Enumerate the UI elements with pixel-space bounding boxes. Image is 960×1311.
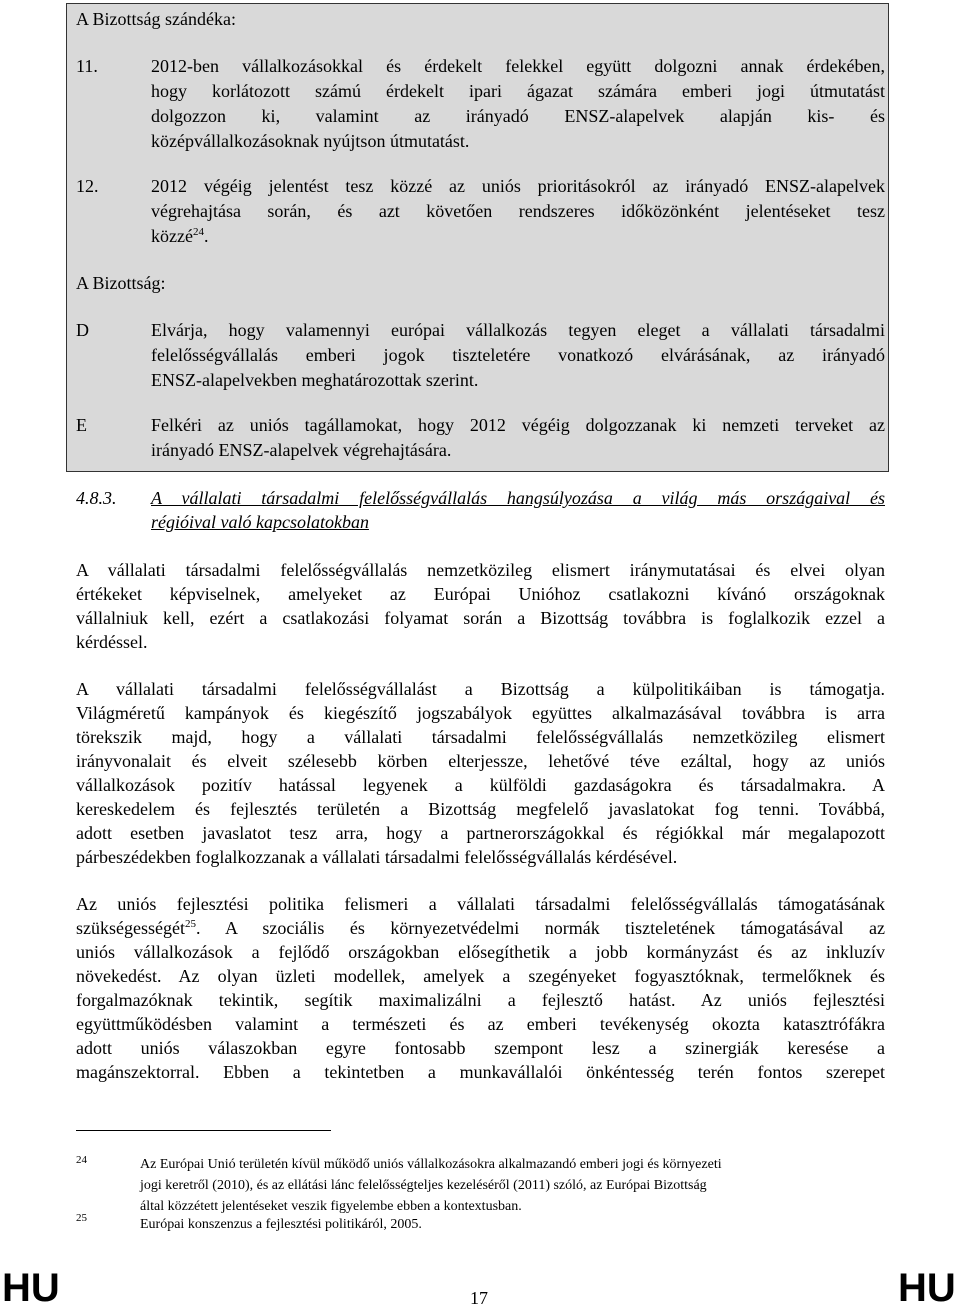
item-11-line: középvállalkozásoknak nyújtson útmutatást. <box>151 131 470 151</box>
item-12-line: 2012 végéig jelentést tesz közzé az uniós prioritásokról az irányadó ENSZ-alapelvek <box>151 176 885 196</box>
footnote-ref-24[interactable]: 24 <box>192 226 204 238</box>
item-d-line: Elvárja, hogy valamennyi európai vállalkozás tegyen eleget a vállalati társadalmi <box>151 320 885 340</box>
footnote-25-line: Európai konszenzus a fejlesztési politikáról, 2005. <box>140 1217 422 1232</box>
paragraph-3-line: magánszektorral. Ebben a tekintetben a munkavállalói önkéntesség terén fontos szerepet <box>76 1062 885 1082</box>
footnote-25-number: 25 <box>76 1212 87 1224</box>
footer-language-left: HU <box>2 1266 60 1310</box>
item-12-line: végrehajtása során, és azt követően rendszeres időközönként jelentéseket tesz <box>151 201 885 221</box>
item-12-line: közzé$^{24}$. <box>151 226 209 246</box>
paragraph-1-line: kérdéssel. <box>76 632 148 652</box>
item-d-line: felelősségvállalás emberi jogok tiszteletére vonatkozó elvárásának, az irányadó <box>151 345 885 365</box>
footnote-24-line: által közzétett jelentéseket veszik figyelembe ebben a kontextusban. <box>140 1199 522 1214</box>
footnote-24-line: jogi keretről (2010), és az ellátási lánc felelősségteljes kezeléséről (2011) szóló, az Európai Bizottság <box>140 1178 707 1193</box>
section-title-line: régióival való kapcsolatokban <box>151 512 369 532</box>
item-e-label: E <box>76 415 87 435</box>
paragraph-2-line: kereskedelem és fejlesztés területén a Bizottság megfelelő javaslatokat fog tenni. Továbbá, <box>76 799 885 819</box>
item-11-line: hogy korlátozott számú érdekelt ipari ágazat számára emberi jogi útmutatást <box>151 81 885 101</box>
paragraph-3-line: adott uniós válaszokban egyre fontosabb szempont lesz a szinergiák keresése a <box>76 1038 885 1058</box>
paragraph-3-line: együttműködésben valamint a természeti és az emberi tevékenység okozta katasztrófákra <box>76 1014 885 1034</box>
paragraph-3-line: uniós vállalkozások a fejlődő országokban elősegíthetik a jobb kormányzást és az inkluzív <box>76 942 885 962</box>
paragraph-2-line: Világméretű kampányok és kiegészítő jogszabályok együttes alkalmazásával továbbra is arra <box>76 703 885 723</box>
item-12-number: 12. <box>76 176 99 196</box>
item-d-label: D <box>76 320 89 340</box>
paragraph-1-line: értékeket képviselnek, amelyeket az Európai Unióhoz csatlakozni kívánó országoknak <box>76 584 885 604</box>
section-number: 4.8.3. <box>76 488 117 508</box>
paragraph-2-line: párbeszédekben foglalkozzanak a vállalati társadalmi felelősségvállalás kérdésével. <box>76 847 678 867</box>
item-e-line: Felkéri az uniós tagállamokat, hogy 2012 végéig dolgozzanak ki nemzeti terveket az <box>151 415 885 435</box>
paragraph-3-line: szükségességét $^{25}$ . A szociális és környezetvédelmi normák tiszteletének támogatásával az <box>76 917 885 939</box>
item-d-line: ENSZ-alapelvekben meghatározottak szerint. <box>151 370 479 390</box>
heading-intentions: A Bizottság szándéka: <box>76 9 236 29</box>
footnote-separator <box>76 1130 331 1131</box>
item-11-number: 11. <box>76 56 98 76</box>
section-title-line: A vállalati társadalmi felelősségvállalás hangsúlyozása a világ más országaival és <box>151 488 885 508</box>
item-11-line: 2012-ben vállalkozásokkal és érdekelt felekkel együtt dolgozni annak érdekében, <box>151 56 885 76</box>
footnote-24-number: 24 <box>76 1154 87 1166</box>
heading-commission: A Bizottság: <box>76 273 166 293</box>
paragraph-2-line: törekszik majd, hogy a vállalati társadalmi felelősségvállalás nemzetközileg elismert <box>76 727 885 747</box>
paragraph-3-line: Az uniós fejlesztési politika felismeri a vállalati társadalmi felelősségvállalás támogatásának <box>76 894 885 914</box>
paragraph-3-line: növekedést. Az olyan üzleti modellek, amelyek a szegényeket fogyasztóknak, termelőknek és <box>76 966 885 986</box>
footer-language-right: HU <box>898 1266 956 1310</box>
paragraph-1-line: vállalniuk kell, ezért a csatlakozási folyamat során a Bizottság továbbra is foglalkozik ezzel a <box>76 608 885 628</box>
footnote-ref-25[interactable]: 25 <box>184 918 196 930</box>
paragraph-2-line: vállalkozások pozitív hatással legyenek a külföldi gazdaságokra és társadalmakra. A <box>76 775 885 795</box>
paragraph-2-line: irányvonalait és elveit szélesebb körben elterjessze, lehetővé téve ezáltal, hogy az uniós <box>76 751 885 771</box>
page-number: 17 <box>470 1288 488 1308</box>
item-e-line: irányadó ENSZ-alapelvek végrehajtására. <box>151 440 452 460</box>
paragraph-2-line: adott esetben javaslatot tesz arra, hogy a partnerországokkal és régiókkal már megalapozott <box>76 823 885 843</box>
item-11-line: dolgozzon ki, valamint az irányadó ENSZ-alapelvek alapján kis- és <box>151 106 885 126</box>
paragraph-2-line: A vállalati társadalmi felelősségvállalást a Bizottság a külpolitikáiban is támogatja. <box>76 679 885 699</box>
paragraph-1-line: A vállalati társadalmi felelősségvállalás nemzetközileg elismert iránymutatásai és elvei olyan <box>76 560 885 580</box>
paragraph-3-line: forgalmazóknak tekintik, segítik maximalizálni a fejlesztő hatást. Az uniós fejlesztési <box>76 990 885 1010</box>
footnote-24-line: Az Európai Unió területén kívül működő uniós vállalkozásokra alkalmazandó emberi jogi és környezeti <box>140 1157 722 1172</box>
